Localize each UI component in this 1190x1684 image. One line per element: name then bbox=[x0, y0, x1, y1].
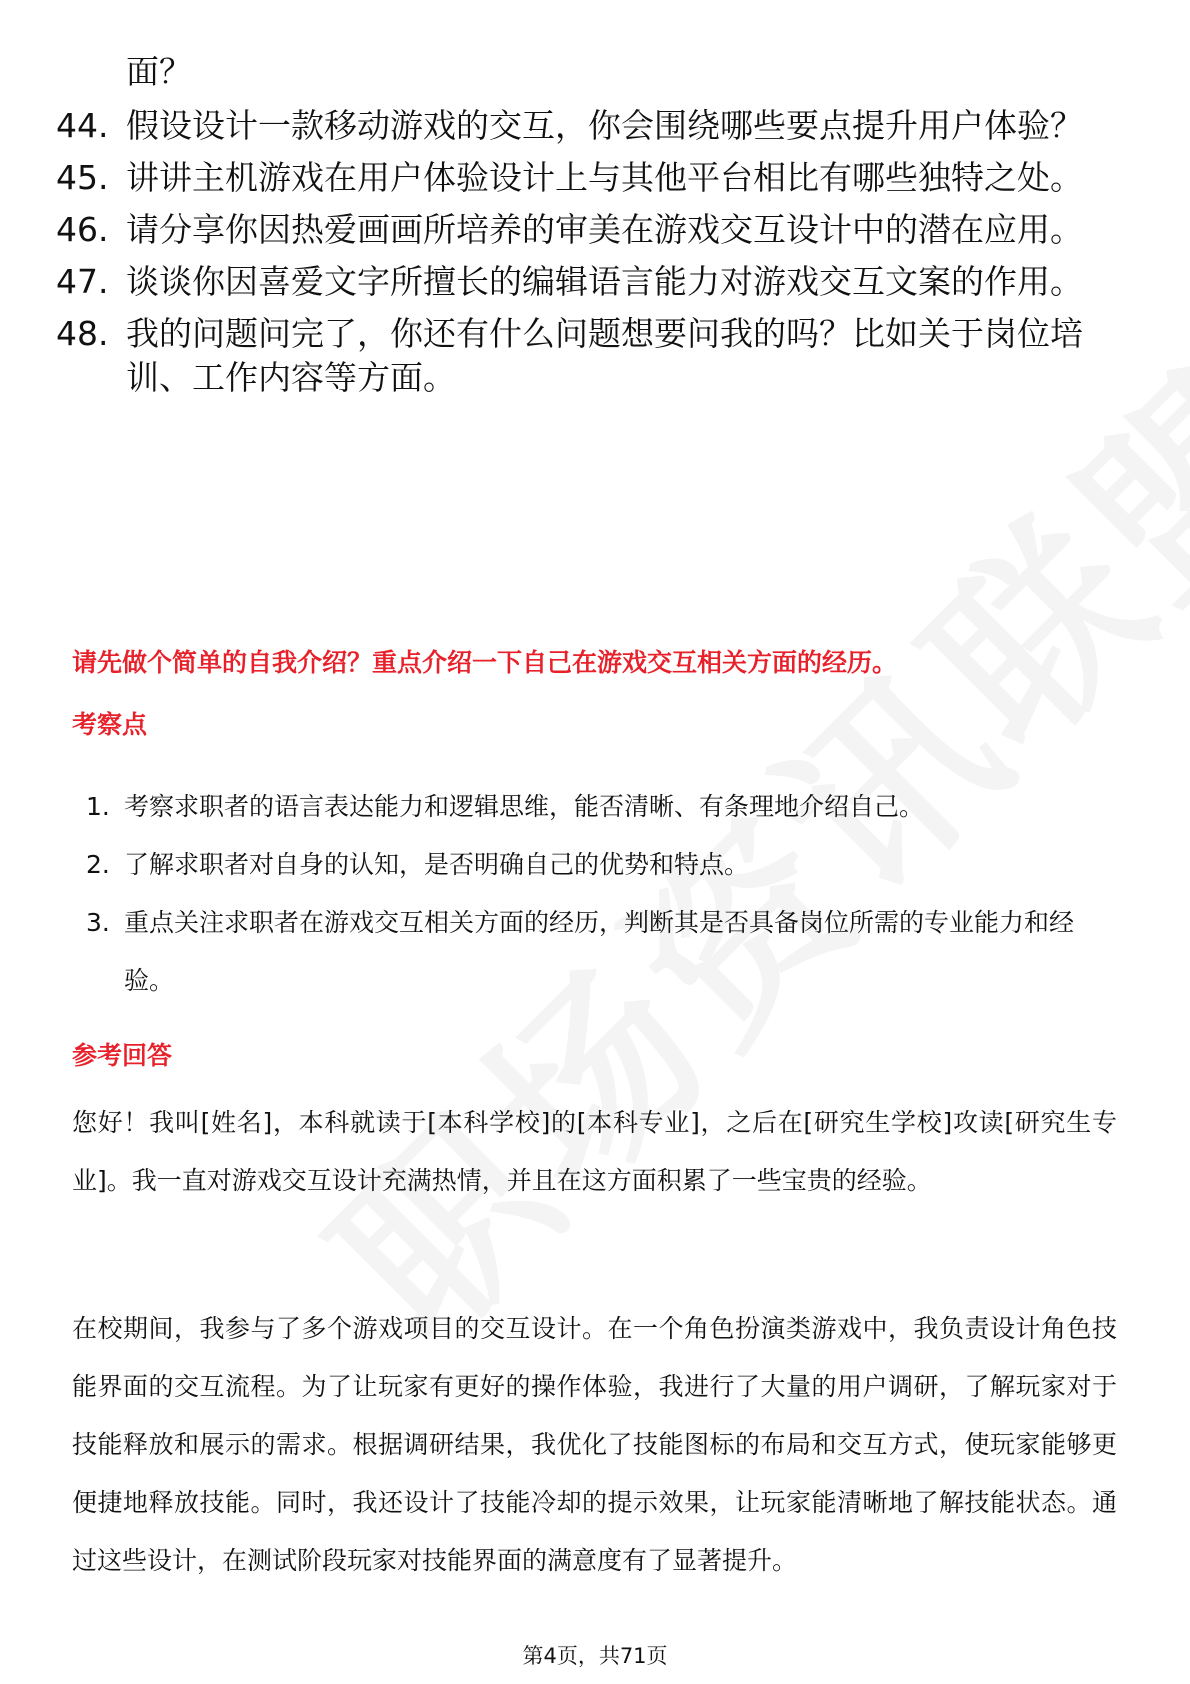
answer-paragraph: 您好！我叫[姓名]，本科就读于[本科学校]的[本科专业]，之后在[研究生学校]攻读[研究生专业]。我一直对游戏交互设计充满热情，并且在这方面积累了一些宝贵的经验。 bbox=[72, 1108, 1117, 1195]
question-item bbox=[56, 312, 1116, 400]
question-text: 谈谈你因喜爱文字所擅长的编辑语言能力对游戏交互文案的作用。 bbox=[126, 262, 1083, 301]
question-number: 45. bbox=[56, 158, 109, 197]
question-text: 请分享你因热爱画画所培养的审美在游戏交互设计中的潜在应用。 bbox=[126, 210, 1083, 249]
point-number: 2. bbox=[86, 850, 110, 879]
page-footer: 第4页，共71页 bbox=[522, 1644, 668, 1668]
question-continuation: 面？ bbox=[126, 52, 192, 91]
point-text: 重点关注求职者在游戏交互相关方面的经历，判断其是否具备岗位所需的专业能力和经验。 bbox=[124, 908, 1075, 995]
assessment-point bbox=[86, 836, 1116, 894]
question-number: 44. bbox=[56, 106, 109, 145]
interview-question-heading: 请先做个简单的自我介绍？重点介绍一下自己在游戏交互相关方面的经历。 bbox=[72, 648, 898, 677]
point-text: 考察求职者的语言表达能力和逻辑思维，能否清晰、有条理地介绍自己。 bbox=[124, 792, 925, 821]
question-item bbox=[56, 260, 1116, 304]
question-list bbox=[56, 104, 1116, 400]
question-number: 46. bbox=[56, 210, 109, 249]
question-text: 我的问题问完了，你还有什么问题想要问我的吗？比如关于岗位培训、工作内容等方面。 bbox=[126, 314, 1083, 397]
point-number: 3. bbox=[86, 908, 110, 937]
assessment-points-heading: 考察点 bbox=[72, 710, 148, 739]
question-text: 讲讲主机游戏在用户体验设计上与其他平台相比有哪些独特之处。 bbox=[126, 158, 1083, 197]
reference-answer-heading: 参考回答 bbox=[72, 1041, 173, 1070]
question-number: 48. bbox=[56, 314, 109, 353]
assessment-points-list bbox=[86, 778, 1116, 1010]
point-number: 1. bbox=[86, 792, 110, 821]
question-text: 假设设计一款移动游戏的交互，你会围绕哪些要点提升用户体验？ bbox=[126, 106, 1083, 145]
question-item bbox=[56, 104, 1116, 148]
question-number: 47. bbox=[56, 262, 109, 301]
question-item bbox=[56, 156, 1116, 200]
question-item bbox=[56, 208, 1116, 252]
point-text: 了解求职者对自身的认知，是否明确自己的优势和特点。 bbox=[124, 850, 750, 879]
assessment-point bbox=[86, 894, 1116, 1010]
answer-paragraph: 在校期间，我参与了多个游戏项目的交互设计。在一个角色扮演类游戏中，我负责设计角色技能界面的交互流程。为了让玩家有更好的操作体验，我进行了大量的用户调研，了解玩家对于技能释放和展示的需求。根据调研结果，我优化了技能图标的布局和交互方式，使玩家能够更便捷地释放技能。同时，我还设计了技能冷却的提示效果，让玩家能清晰地了解技能状态。通过这些设计，在测试阶段玩家对技能界面的满意度有了显著提升。 bbox=[72, 1314, 1117, 1575]
assessment-point bbox=[86, 778, 1116, 836]
